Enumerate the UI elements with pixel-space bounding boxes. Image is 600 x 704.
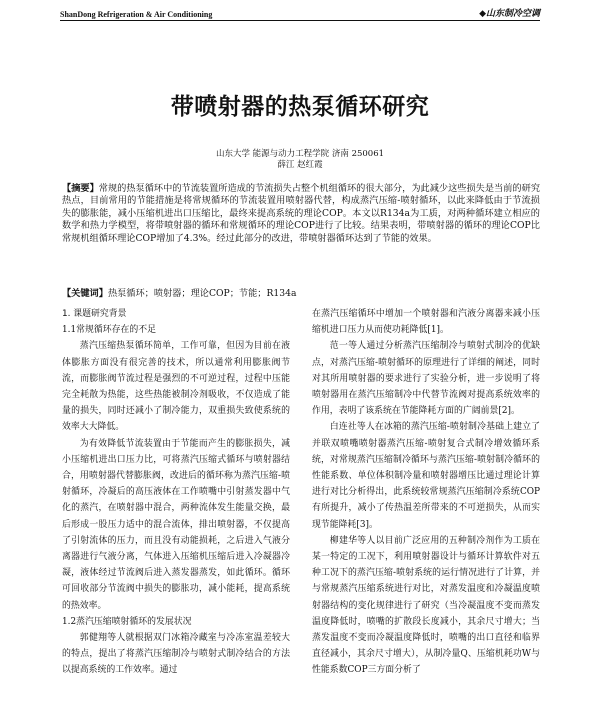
abstract (62, 183, 540, 245)
paragraph: 蒸汽压缩热泵循环简单，工作可靠，但因为目前在液体膨胀方面没有很完善的技术，所以通常利用膨胀阀节流，而膨胀阀节流过程是强烈的不可逆过程，过程中压能完全耗散为热能，这些热能被制冷剂吸收，不仅造成了能量的损失，同时还减小了制冷能力，双重损失致使系统的效率大大降低。 (62, 341, 290, 433)
abstract-label: 【摘要】 (62, 183, 99, 194)
paragraph: 柳建华等人以目前广泛应用的五种制冷剂作为工质在某一特定的工况下，利用喷射器设计与循环计算软件对五种工况下的蒸汽压缩-喷射系统的运行情况进行了计算，并与常规蒸汽压缩系统进行对比，对蒸发温度和冷凝温度喷射器结构的变化规律进行了研究（当冷凝温度不变而蒸发温度降低时，喷嘴的扩散段长度减小，其余尺寸增大；当蒸发温度不变而冷凝温度降低时，喷嘴的出口直径和临界直径减小，其余尺寸增大），从制冷量Q、压缩机耗功W与性能系数COP三方面分析了 (312, 535, 540, 676)
body-column-right (312, 306, 540, 679)
authors: 薛江 赵红霞 (277, 160, 323, 170)
affiliation: 山东大学 能源与动力工程学院 济南 250061 (215, 149, 385, 159)
keywords (62, 285, 540, 299)
paragraph: 在蒸汽压缩循环中增加一个喷射器和汽液分离器来减小压缩机进口压力从而使功耗降低[1]。 (312, 309, 540, 336)
subsection-heading-1-2: 1.2蒸汽压缩喷射循环的发展状况 (62, 616, 192, 627)
running-header (60, 8, 540, 21)
paragraph: 郭健翔等人就根据双门冰箱冷藏室与冷冻室温差较大的特点，提出了将蒸汽压缩制冷与喷射式制冷结合的方法以提高系统的工作效率。通过 (62, 633, 290, 676)
keywords-text: 热泵循环；喷射器；理论COP；节能；R134a (107, 288, 297, 299)
paragraph: 为有效降低节流装置由于节能而产生的膨胀损失，减小压缩机进出口压力比，可将蒸汽压缩式循环与喷射器结合，用喷射器代替膨胀阀，改进后的循环称为蒸汽压缩-喷射循环，冷凝后的高压液体在工作喷嘴中引射蒸发器中气化的蒸汽，在喷射器中混合，两种流体发生能量交换，最后形成一股压力适中的混合流体，排出喷射器，不仅提高了引射流体的压力，而且没有动能损耗，之后进入气液分离器进行气液分离，气体进入压缩机压缩后进入冷凝器冷凝，液体经过节流阀后进入蒸发器蒸发，如此循环。循环可回收部分节流阀中损失的膨胀功，减小能耗，提高系统的热效率。 (62, 438, 290, 611)
journal-name-english: ShanDong Refrigeration & Air Conditioning (60, 10, 213, 19)
abstract-text: 常规的热泵循环中的节流装置所造成的节流损失占整个机组循环的很大部分，为此减少这些损失是当前的研究热点，目前常用的节能措施是将常规循环的节流装置用喷射器代替，构成蒸汽压缩-喷射循环，以此来降低由于节流损失的膨胀能，减小压缩机进出口压缩比，最终来提高系统的理论COP。本文以R134a为工质，对两种循环建立相应的数学和热力学模型，将带喷射器的循环和常规循环的理论COP进行了比较。结果表明，带喷射器的循环的理论COP比常规机组循环理论COP增加了4.3%。经过此部分的改进，带喷射器循环达到了节能的效果。 (62, 183, 541, 244)
subsection-heading-1-1: 1.1常规循环存在的不足 (62, 325, 156, 336)
paragraph: 白连社等人在冰箱的蒸汽压缩-喷射制冷基础上建立了并联双喷嘴喷射器蒸汽压缩-喷射复合式制冷增效循环系统，对常规蒸汽压缩制冷循环与蒸汽压缩-喷射制冷循环的性能系数、单位体积制冷量和喷射器增压比通过理论计算进行对比分析得出，此系统较常规蒸汽压缩制冷系统COP有所提升，减小了传热温差所带来的不可逆损失，从而实现节能降耗[3]。 (312, 422, 540, 530)
keywords-label: 【关键词】 (62, 288, 108, 299)
paper-title: 带喷射器的热泵循环研究 (170, 94, 430, 120)
journal-name-chinese: ◆山东制冷空调 (479, 9, 540, 19)
section-heading-1: 1. 课题研究背景 (62, 309, 127, 319)
paragraph: 范一等人通过分析蒸汽压缩制冷与喷射式制冷的优缺点，对蒸汽压缩-喷射循环的原理进行了详细的阐述，同时对其所用喷射器的要求进行了实验分析，进一步说明了将喷射器用在蒸汽压缩制冷中代替节流阀对提高系统效率的作用，表明了该系统在节能降耗方面的广阔前景[2]。 (312, 341, 540, 417)
body-column-left (62, 306, 290, 679)
